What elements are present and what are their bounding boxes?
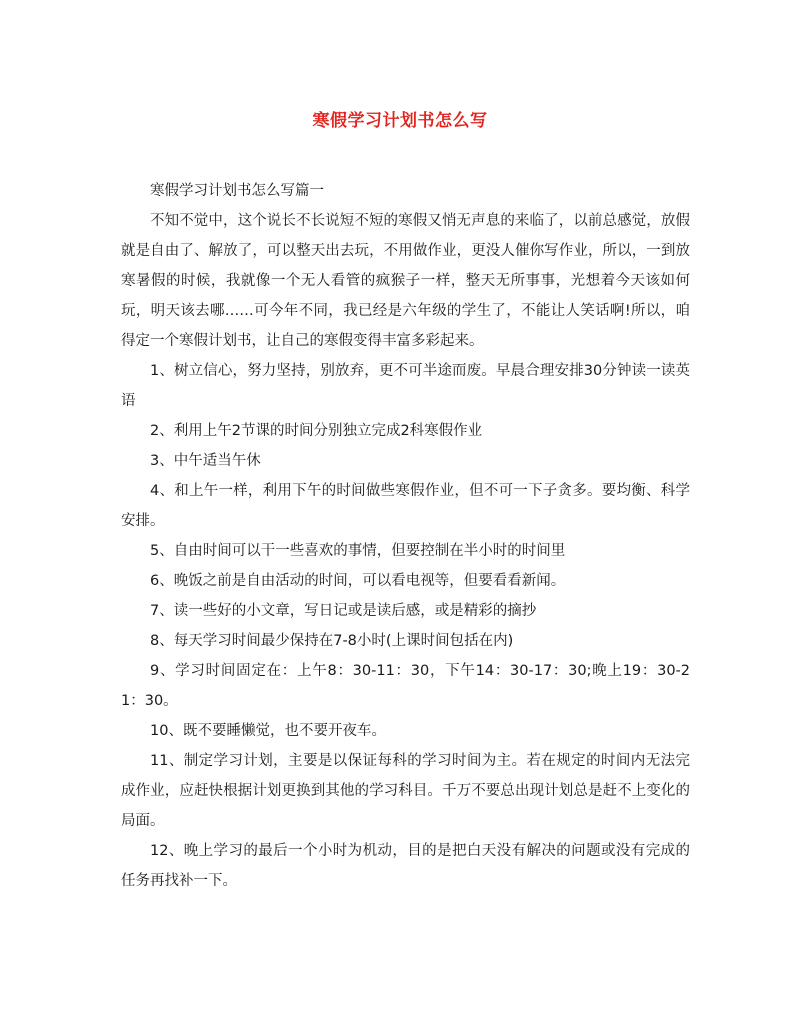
plan-item-11: 11、制定学习计划，主要是以保证每科的学习时间为主。若在规定的时间内无法完成作业，应赶快根据计划更换到其他的学习科目。千万不要总出现计划总是赶不上变化的局面。 <box>121 753 690 829</box>
plan-item-9: 9、学习时间固定在：上午8：30-11：30，下午14：30-17：30;晚上19：30-21：30。 <box>121 663 690 709</box>
plan-item-3: 3、中午适当午休 <box>150 453 261 469</box>
plan-item-10: 10、既不要睡懒觉，也不要开夜车。 <box>150 723 386 739</box>
plan-item-1: 1、树立信心，努力坚持，别放弃，更不可半途而废。早晨合理安排30分钟读一读英语 <box>121 363 690 409</box>
plan-item-4: 4、和上午一样，利用下午的时间做些寒假作业，但不可一下子贪多。要均衡、科学安排。 <box>121 483 690 529</box>
plan-item-6: 6、晚饭之前是自由活动的时间，可以看电视等，但要看看新闻。 <box>150 573 566 589</box>
intro-paragraph: 不知不觉中，这个说长不长说短不短的寒假又悄无声息的来临了，以前总感觉，放假就是自由了、解放了，可以整天出去玩，不用做作业，更没人催你写作业，所以，一到放寒暑假的时候，我就像一个无人看管的疯猴子一样，整天无所事事，光想着今天该如何玩，明天该去哪……可今年不同，我已经是六年级的学生了，不能让人笑话啊!所以，咱得定一个寒假计划书，让自己的寒假变得丰富多彩起来。 <box>121 213 690 349</box>
document-title: 寒假学习计划书怎么写 <box>312 111 488 131</box>
section-heading: 寒假学习计划书怎么写篇一 <box>150 183 324 199</box>
plan-item-12: 12、晚上学习的最后一个小时为机动，目的是把白天没有解决的问题或没有完成的任务再找补一下。 <box>121 843 690 889</box>
plan-item-7: 7、读一些好的小文章，写日记或是读后感，或是精彩的摘抄 <box>150 603 537 619</box>
plan-item-5: 5、自由时间可以干一些喜欢的事情，但要控制在半小时的时间里 <box>150 543 566 559</box>
document-body <box>121 176 690 896</box>
plan-item-2: 2、利用上午2节课的时间分别独立完成2科寒假作业 <box>150 423 483 439</box>
plan-item-8: 8、每天学习时间最少保持在7-8小时(上课时间包括在内) <box>150 633 514 649</box>
